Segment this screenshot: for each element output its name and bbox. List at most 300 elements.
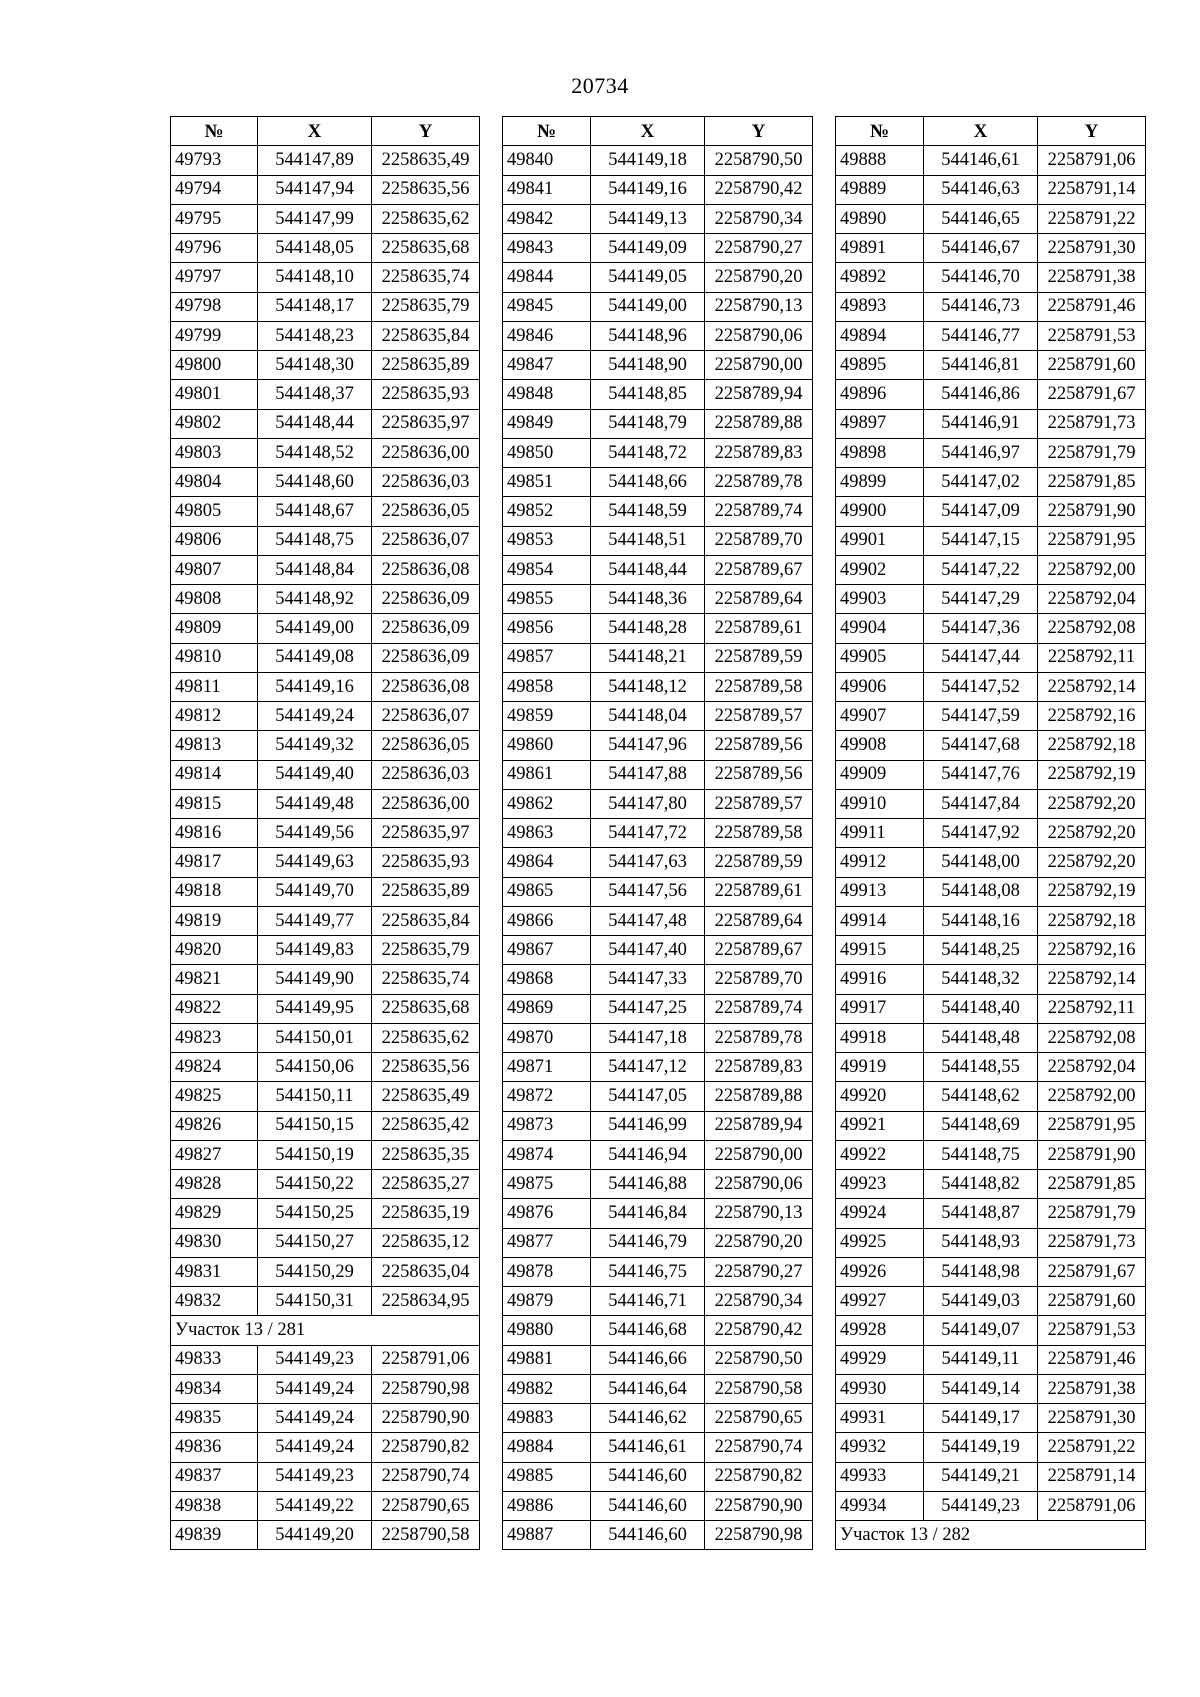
y-coordinate-cell: 2258635,74 (372, 965, 480, 994)
point-number-cell: 49804 (171, 468, 258, 497)
table-row (836, 731, 1146, 760)
table-row (171, 175, 480, 204)
x-coordinate-cell: 544149,00 (258, 614, 372, 643)
point-number-cell: 49919 (836, 1053, 924, 1082)
y-coordinate-cell: 2258790,74 (372, 1462, 480, 1491)
y-coordinate-cell: 2258791,53 (1038, 1316, 1146, 1345)
table-row (836, 1053, 1146, 1082)
header-number: № (836, 117, 924, 146)
x-coordinate-cell: 544148,28 (591, 614, 705, 643)
y-coordinate-cell: 2258636,08 (372, 555, 480, 584)
x-coordinate-cell: 544147,56 (591, 877, 705, 906)
point-number-cell: 49808 (171, 585, 258, 614)
table-row (503, 614, 813, 643)
x-coordinate-cell: 544146,71 (591, 1287, 705, 1316)
x-coordinate-cell: 544147,52 (924, 672, 1038, 701)
point-number-cell: 49854 (503, 555, 591, 584)
table-row (171, 614, 480, 643)
x-coordinate-cell: 544148,40 (924, 994, 1038, 1023)
table-row (171, 438, 480, 467)
x-coordinate-cell: 544147,99 (258, 204, 372, 233)
point-number-cell: 49832 (171, 1287, 258, 1316)
point-number-cell: 49863 (503, 819, 591, 848)
point-number-cell: 49845 (503, 292, 591, 321)
table-row (836, 1316, 1146, 1345)
y-coordinate-cell: 2258790,27 (705, 1257, 813, 1286)
point-number-cell: 49794 (171, 175, 258, 204)
table-row (503, 906, 813, 935)
x-coordinate-cell: 544146,65 (924, 204, 1038, 233)
x-coordinate-cell: 544146,67 (924, 234, 1038, 263)
y-coordinate-cell: 2258635,49 (372, 146, 480, 175)
table-row (836, 1228, 1146, 1257)
table-row (503, 1491, 813, 1520)
table-row (171, 702, 480, 731)
point-number-cell: 49816 (171, 819, 258, 848)
table-row (171, 1023, 480, 1052)
x-coordinate-cell: 544147,88 (591, 760, 705, 789)
point-number-cell: 49856 (503, 614, 591, 643)
x-coordinate-cell: 544147,96 (591, 731, 705, 760)
x-coordinate-cell: 544146,62 (591, 1404, 705, 1433)
x-coordinate-cell: 544149,14 (924, 1374, 1038, 1403)
y-coordinate-cell: 2258790,58 (705, 1374, 813, 1403)
coordinate-table-3 (835, 116, 1146, 1550)
table-row (836, 877, 1146, 906)
point-number-cell: 49864 (503, 848, 591, 877)
point-number-cell: 49805 (171, 497, 258, 526)
y-coordinate-cell: 2258635,56 (372, 1053, 480, 1082)
y-coordinate-cell: 2258792,08 (1038, 614, 1146, 643)
point-number-cell: 49884 (503, 1433, 591, 1462)
table-row (836, 760, 1146, 789)
point-number-cell: 49881 (503, 1345, 591, 1374)
point-number-cell: 49830 (171, 1228, 258, 1257)
x-coordinate-cell: 544146,73 (924, 292, 1038, 321)
x-coordinate-cell: 544148,23 (258, 321, 372, 350)
table-row (171, 672, 480, 701)
point-number-cell: 49834 (171, 1374, 258, 1403)
point-number-cell: 49844 (503, 263, 591, 292)
y-coordinate-cell: 2258790,50 (705, 146, 813, 175)
table-row (503, 1111, 813, 1140)
table-row (503, 1228, 813, 1257)
table-row (171, 1257, 480, 1286)
y-coordinate-cell: 2258790,06 (705, 321, 813, 350)
x-coordinate-cell: 544149,32 (258, 731, 372, 760)
y-coordinate-cell: 2258791,85 (1038, 468, 1146, 497)
x-coordinate-cell: 544148,16 (924, 906, 1038, 935)
point-number-cell: 49891 (836, 234, 924, 263)
y-coordinate-cell: 2258789,83 (705, 438, 813, 467)
point-number-cell: 49877 (503, 1228, 591, 1257)
table-row (171, 1082, 480, 1111)
x-coordinate-cell: 544147,09 (924, 497, 1038, 526)
point-number-cell: 49814 (171, 760, 258, 789)
y-coordinate-cell: 2258789,56 (705, 760, 813, 789)
x-coordinate-cell: 544148,44 (591, 555, 705, 584)
point-number-cell: 49898 (836, 438, 924, 467)
x-coordinate-cell: 544148,62 (924, 1082, 1038, 1111)
y-coordinate-cell: 2258791,06 (1038, 146, 1146, 175)
point-number-cell: 49812 (171, 702, 258, 731)
point-number-cell: 49920 (836, 1082, 924, 1111)
table-row (836, 1082, 1146, 1111)
x-coordinate-cell: 544149,00 (591, 292, 705, 321)
table-row (171, 848, 480, 877)
x-coordinate-cell: 544148,08 (924, 877, 1038, 906)
y-coordinate-cell: 2258790,74 (705, 1433, 813, 1462)
point-number-cell: 49827 (171, 1140, 258, 1169)
point-number-cell: 49894 (836, 321, 924, 350)
x-coordinate-cell: 544149,95 (258, 994, 372, 1023)
x-coordinate-cell: 544150,15 (258, 1111, 372, 1140)
x-coordinate-cell: 544146,81 (924, 351, 1038, 380)
y-coordinate-cell: 2258792,08 (1038, 1023, 1146, 1052)
y-coordinate-cell: 2258789,83 (705, 1053, 813, 1082)
point-number-cell: 49887 (503, 1521, 591, 1550)
point-number-cell: 49803 (171, 438, 258, 467)
x-coordinate-cell: 544147,22 (924, 555, 1038, 584)
y-coordinate-cell: 2258789,59 (705, 848, 813, 877)
point-number-cell: 49930 (836, 1374, 924, 1403)
table-row (836, 1491, 1146, 1520)
x-coordinate-cell: 544149,21 (924, 1462, 1038, 1491)
table-row (171, 1228, 480, 1257)
point-number-cell: 49924 (836, 1199, 924, 1228)
y-coordinate-cell: 2258635,04 (372, 1257, 480, 1286)
y-coordinate-cell: 2258792,19 (1038, 877, 1146, 906)
point-number-cell: 49918 (836, 1023, 924, 1052)
table-row (171, 468, 480, 497)
point-number-cell: 49872 (503, 1082, 591, 1111)
y-coordinate-cell: 2258636,00 (372, 789, 480, 818)
point-number-cell: 49841 (503, 175, 591, 204)
y-coordinate-cell: 2258789,58 (705, 672, 813, 701)
table-row (171, 1521, 480, 1550)
point-number-cell: 49810 (171, 643, 258, 672)
x-coordinate-cell: 544148,21 (591, 643, 705, 672)
table-row (503, 672, 813, 701)
table-row (171, 1053, 480, 1082)
point-number-cell: 49903 (836, 585, 924, 614)
table-row (171, 1345, 480, 1374)
point-number-cell: 49934 (836, 1491, 924, 1520)
point-number-cell: 49796 (171, 234, 258, 263)
x-coordinate-cell: 544147,89 (258, 146, 372, 175)
y-coordinate-cell: 2258635,68 (372, 994, 480, 1023)
point-number-cell: 49799 (171, 321, 258, 350)
point-number-cell: 49915 (836, 936, 924, 965)
table-row (836, 526, 1146, 555)
table-row (171, 1433, 480, 1462)
table-row (503, 1374, 813, 1403)
point-number-cell: 49888 (836, 146, 924, 175)
point-number-cell: 49801 (171, 380, 258, 409)
y-coordinate-cell: 2258636,00 (372, 438, 480, 467)
table-row (171, 146, 480, 175)
x-coordinate-cell: 544146,60 (591, 1491, 705, 1520)
x-coordinate-cell: 544146,75 (591, 1257, 705, 1286)
point-number-cell: 49843 (503, 234, 591, 263)
point-number-cell: 49880 (503, 1316, 591, 1345)
point-number-cell: 49875 (503, 1170, 591, 1199)
point-number-cell: 49890 (836, 204, 924, 233)
x-coordinate-cell: 544149,11 (924, 1345, 1038, 1374)
point-number-cell: 49925 (836, 1228, 924, 1257)
point-number-cell: 49917 (836, 994, 924, 1023)
y-coordinate-cell: 2258636,09 (372, 614, 480, 643)
y-coordinate-cell: 2258792,14 (1038, 965, 1146, 994)
x-coordinate-cell: 544148,85 (591, 380, 705, 409)
y-coordinate-cell: 2258635,12 (372, 1228, 480, 1257)
point-number-cell: 49825 (171, 1082, 258, 1111)
y-coordinate-cell: 2258635,79 (372, 936, 480, 965)
x-coordinate-cell: 544148,55 (924, 1053, 1038, 1082)
table-row (836, 819, 1146, 848)
point-number-cell: 49932 (836, 1433, 924, 1462)
point-number-cell: 49813 (171, 731, 258, 760)
x-coordinate-cell: 544148,60 (258, 468, 372, 497)
table-row (503, 1404, 813, 1433)
point-number-cell: 49867 (503, 936, 591, 965)
y-coordinate-cell: 2258791,85 (1038, 1170, 1146, 1199)
x-coordinate-cell: 544149,77 (258, 906, 372, 935)
y-coordinate-cell: 2258789,94 (705, 1111, 813, 1140)
x-coordinate-cell: 544149,48 (258, 789, 372, 818)
table-row (503, 1140, 813, 1169)
y-coordinate-cell: 2258635,49 (372, 1082, 480, 1111)
y-coordinate-cell: 2258790,34 (705, 1287, 813, 1316)
point-number-cell: 49928 (836, 1316, 924, 1345)
point-number-cell: 49840 (503, 146, 591, 175)
y-coordinate-cell: 2258791,06 (372, 1345, 480, 1374)
table-row (171, 1111, 480, 1140)
section-row (171, 1316, 480, 1345)
section-label: Участок 13 / 281 (171, 1316, 480, 1345)
table-row (836, 497, 1146, 526)
table-row (836, 1433, 1146, 1462)
coordinate-table-2 (502, 116, 813, 1550)
point-number-cell: 49835 (171, 1404, 258, 1433)
table-row (503, 1462, 813, 1491)
point-number-cell: 49839 (171, 1521, 258, 1550)
table-row (836, 1462, 1146, 1491)
point-number-cell: 49833 (171, 1345, 258, 1374)
table-row (836, 1023, 1146, 1052)
table-row (171, 1287, 480, 1316)
point-number-cell: 49850 (503, 438, 591, 467)
x-coordinate-cell: 544149,63 (258, 848, 372, 877)
header-x: X (591, 117, 705, 146)
table-row (503, 1053, 813, 1082)
x-coordinate-cell: 544146,66 (591, 1345, 705, 1374)
y-coordinate-cell: 2258792,11 (1038, 994, 1146, 1023)
table-row (171, 1491, 480, 1520)
point-number-cell: 49818 (171, 877, 258, 906)
y-coordinate-cell: 2258792,14 (1038, 672, 1146, 701)
header-y: Y (1038, 117, 1146, 146)
point-number-cell: 49866 (503, 906, 591, 935)
point-number-cell: 49798 (171, 292, 258, 321)
table-header-row (836, 117, 1146, 146)
x-coordinate-cell: 544147,48 (591, 906, 705, 935)
table-row (836, 1111, 1146, 1140)
x-coordinate-cell: 544150,31 (258, 1287, 372, 1316)
x-coordinate-cell: 544149,07 (924, 1316, 1038, 1345)
x-coordinate-cell: 544148,52 (258, 438, 372, 467)
table-row (503, 468, 813, 497)
point-number-cell: 49883 (503, 1404, 591, 1433)
y-coordinate-cell: 2258792,20 (1038, 789, 1146, 818)
table-row (836, 351, 1146, 380)
x-coordinate-cell: 544146,61 (924, 146, 1038, 175)
table-row (836, 936, 1146, 965)
table-body (503, 146, 813, 1550)
x-coordinate-cell: 544146,60 (591, 1521, 705, 1550)
point-number-cell: 49914 (836, 906, 924, 935)
point-number-cell: 49802 (171, 409, 258, 438)
x-coordinate-cell: 544148,51 (591, 526, 705, 555)
point-number-cell: 49929 (836, 1345, 924, 1374)
x-coordinate-cell: 544149,24 (258, 702, 372, 731)
x-coordinate-cell: 544148,30 (258, 351, 372, 380)
table-row (836, 321, 1146, 350)
table-row (836, 175, 1146, 204)
point-number-cell: 49892 (836, 263, 924, 292)
y-coordinate-cell: 2258635,74 (372, 263, 480, 292)
y-coordinate-cell: 2258635,62 (372, 204, 480, 233)
point-number-cell: 49828 (171, 1170, 258, 1199)
point-number-cell: 49901 (836, 526, 924, 555)
x-coordinate-cell: 544146,60 (591, 1462, 705, 1491)
point-number-cell: 49848 (503, 380, 591, 409)
x-coordinate-cell: 544147,05 (591, 1082, 705, 1111)
table-row (503, 877, 813, 906)
x-coordinate-cell: 544148,05 (258, 234, 372, 263)
header-x: X (924, 117, 1038, 146)
y-coordinate-cell: 2258789,88 (705, 409, 813, 438)
x-coordinate-cell: 544149,13 (591, 204, 705, 233)
table-row (503, 702, 813, 731)
point-number-cell: 49916 (836, 965, 924, 994)
y-coordinate-cell: 2258635,79 (372, 292, 480, 321)
y-coordinate-cell: 2258790,06 (705, 1170, 813, 1199)
table-row (171, 731, 480, 760)
coordinate-table-1 (170, 116, 480, 1550)
y-coordinate-cell: 2258790,58 (372, 1521, 480, 1550)
y-coordinate-cell: 2258789,67 (705, 936, 813, 965)
x-coordinate-cell: 544150,27 (258, 1228, 372, 1257)
x-coordinate-cell: 544148,17 (258, 292, 372, 321)
y-coordinate-cell: 2258791,90 (1038, 1140, 1146, 1169)
table-row (503, 351, 813, 380)
y-coordinate-cell: 2258790,90 (372, 1404, 480, 1433)
x-coordinate-cell: 544147,33 (591, 965, 705, 994)
x-coordinate-cell: 544148,48 (924, 1023, 1038, 1052)
table-row (503, 321, 813, 350)
x-coordinate-cell: 544148,00 (924, 848, 1038, 877)
y-coordinate-cell: 2258636,03 (372, 760, 480, 789)
table-row (836, 1345, 1146, 1374)
point-number-cell: 49896 (836, 380, 924, 409)
point-number-cell: 49849 (503, 409, 591, 438)
point-number-cell: 49922 (836, 1140, 924, 1169)
table-row (503, 438, 813, 467)
x-coordinate-cell: 544147,02 (924, 468, 1038, 497)
y-coordinate-cell: 2258635,89 (372, 351, 480, 380)
point-number-cell: 49831 (171, 1257, 258, 1286)
point-number-cell: 49821 (171, 965, 258, 994)
y-coordinate-cell: 2258789,70 (705, 526, 813, 555)
y-coordinate-cell: 2258635,97 (372, 819, 480, 848)
x-coordinate-cell: 544148,75 (258, 526, 372, 555)
y-coordinate-cell: 2258792,11 (1038, 643, 1146, 672)
x-coordinate-cell: 544146,94 (591, 1140, 705, 1169)
x-coordinate-cell: 544147,59 (924, 702, 1038, 731)
y-coordinate-cell: 2258789,64 (705, 906, 813, 935)
y-coordinate-cell: 2258791,60 (1038, 351, 1146, 380)
x-coordinate-cell: 544148,10 (258, 263, 372, 292)
x-coordinate-cell: 544146,70 (924, 263, 1038, 292)
point-number-cell: 49826 (171, 1111, 258, 1140)
point-number-cell: 49870 (503, 1023, 591, 1052)
point-number-cell: 49865 (503, 877, 591, 906)
x-coordinate-cell: 544147,15 (924, 526, 1038, 555)
point-number-cell: 49907 (836, 702, 924, 731)
y-coordinate-cell: 2258791,79 (1038, 1199, 1146, 1228)
y-coordinate-cell: 2258790,82 (705, 1462, 813, 1491)
x-coordinate-cell: 544147,72 (591, 819, 705, 848)
point-number-cell: 49906 (836, 672, 924, 701)
point-number-cell: 49886 (503, 1491, 591, 1520)
y-coordinate-cell: 2258635,68 (372, 234, 480, 263)
x-coordinate-cell: 544146,86 (924, 380, 1038, 409)
point-number-cell: 49874 (503, 1140, 591, 1169)
y-coordinate-cell: 2258791,22 (1038, 1433, 1146, 1462)
table-row (836, 1170, 1146, 1199)
point-number-cell: 49822 (171, 994, 258, 1023)
table-row (503, 819, 813, 848)
point-number-cell: 49905 (836, 643, 924, 672)
x-coordinate-cell: 544150,19 (258, 1140, 372, 1169)
x-coordinate-cell: 544146,79 (591, 1228, 705, 1257)
x-coordinate-cell: 544148,69 (924, 1111, 1038, 1140)
y-coordinate-cell: 2258636,05 (372, 497, 480, 526)
table-row (171, 497, 480, 526)
table-row (171, 555, 480, 584)
x-coordinate-cell: 544146,68 (591, 1316, 705, 1345)
y-coordinate-cell: 2258789,61 (705, 614, 813, 643)
table-row (503, 789, 813, 818)
y-coordinate-cell: 2258792,00 (1038, 1082, 1146, 1111)
point-number-cell: 49858 (503, 672, 591, 701)
x-coordinate-cell: 544149,40 (258, 760, 372, 789)
point-number-cell: 49842 (503, 204, 591, 233)
point-number-cell: 49876 (503, 1199, 591, 1228)
y-coordinate-cell: 2258790,00 (705, 351, 813, 380)
x-coordinate-cell: 544149,19 (924, 1433, 1038, 1462)
point-number-cell: 49836 (171, 1433, 258, 1462)
point-number-cell: 49893 (836, 292, 924, 321)
x-coordinate-cell: 544148,67 (258, 497, 372, 526)
y-coordinate-cell: 2258635,62 (372, 1023, 480, 1052)
table-body (171, 146, 480, 1550)
y-coordinate-cell: 2258789,78 (705, 1023, 813, 1052)
table-row (171, 234, 480, 263)
x-coordinate-cell: 544149,08 (258, 643, 372, 672)
y-coordinate-cell: 2258792,00 (1038, 555, 1146, 584)
